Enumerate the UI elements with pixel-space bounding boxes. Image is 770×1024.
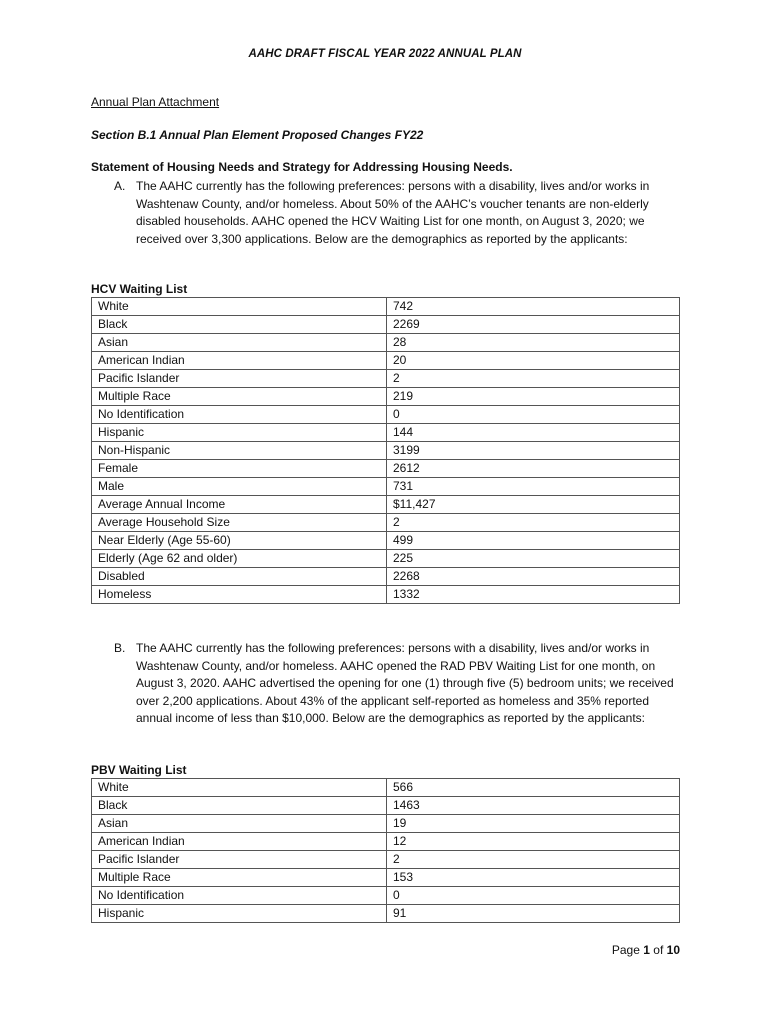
table-row: [92, 334, 680, 352]
row-label: Elderly (Age 62 and older): [92, 550, 387, 568]
row-label: No Identification: [92, 406, 387, 424]
hcv-waiting-list-table: [91, 297, 680, 604]
table-row: [92, 352, 680, 370]
row-value: 499: [387, 532, 680, 550]
table-row: [92, 496, 680, 514]
row-label: Average Annual Income: [92, 496, 387, 514]
table-row: [92, 532, 680, 550]
footer-page-number: 1: [643, 943, 650, 957]
pbv-table-caption: PBV Waiting List: [91, 763, 187, 777]
row-label: Homeless: [92, 586, 387, 604]
row-value: 0: [387, 406, 680, 424]
hcv-table-caption: HCV Waiting List: [91, 282, 188, 296]
table-row: [92, 851, 680, 869]
row-value: 2: [387, 370, 680, 388]
row-label: Pacific Islander: [92, 370, 387, 388]
row-label: White: [92, 779, 387, 797]
table-row: [92, 586, 680, 604]
table-row: [92, 316, 680, 334]
row-label: Female: [92, 460, 387, 478]
table-row: [92, 905, 680, 923]
row-value: 1463: [387, 797, 680, 815]
row-label: Multiple Race: [92, 869, 387, 887]
footer-of-word: of: [653, 943, 664, 957]
row-label: American Indian: [92, 352, 387, 370]
paragraph-b-text: The AAHC currently has the following preferences: persons with a disability, lives and/or works in Washtenaw County, and/or homeless. AAHC opened the RAD PBV Waiting List for one month, on August 3, 2020. AAHC advertised the opening for one (1) through five (5) bedroom units; we received over 2,200 applications. About 43% of the applicant self-reported as homeless and 35% reported annual income of less than $10,000. Below are the demographics as reported by the applicants:: [136, 641, 674, 725]
row-value: 219: [387, 388, 680, 406]
row-label: White: [92, 298, 387, 316]
row-label: Disabled: [92, 568, 387, 586]
attachment-label: Annual Plan Attachment: [91, 95, 220, 109]
row-label: Hispanic: [92, 424, 387, 442]
page-footer: [612, 943, 680, 957]
paragraph-b-letter: B.: [114, 641, 126, 655]
table-row: [92, 815, 680, 833]
row-value: 731: [387, 478, 680, 496]
table-row: [92, 779, 680, 797]
table-row: [92, 550, 680, 568]
row-value: 19: [387, 815, 680, 833]
row-value: 12: [387, 833, 680, 851]
footer-page-word: Page: [611, 943, 640, 957]
row-value: 2: [387, 514, 680, 532]
paragraph-b: [114, 640, 674, 728]
row-value: 225: [387, 550, 680, 568]
row-label: Average Household Size: [92, 514, 387, 532]
table-row: [92, 406, 680, 424]
section-title: Section B.1 Annual Plan Element Proposed Changes FY22: [91, 128, 424, 142]
table-row: [92, 460, 680, 478]
table-row: [92, 388, 680, 406]
row-value: 20: [387, 352, 680, 370]
table-row: [92, 424, 680, 442]
row-value: 2612: [387, 460, 680, 478]
table-row: [92, 442, 680, 460]
table-row: [92, 514, 680, 532]
row-value: 2269: [387, 316, 680, 334]
footer-page-total: 10: [666, 943, 680, 957]
row-label: Non-Hispanic: [92, 442, 387, 460]
table-row: [92, 869, 680, 887]
paragraph-a: [114, 178, 674, 248]
row-value: 2268: [387, 568, 680, 586]
pbv-waiting-list-table: [91, 778, 680, 923]
row-value: 91: [387, 905, 680, 923]
row-label: Black: [92, 797, 387, 815]
row-value: 144: [387, 424, 680, 442]
table-row: [92, 887, 680, 905]
row-value: 0: [387, 887, 680, 905]
row-label: Near Elderly (Age 55-60): [92, 532, 387, 550]
row-value: 1332: [387, 586, 680, 604]
row-value: $11,427: [387, 496, 680, 514]
paragraph-a-letter: A.: [114, 179, 126, 193]
table-row: [92, 370, 680, 388]
row-value: 742: [387, 298, 680, 316]
table-row: [92, 478, 680, 496]
page-header-title: AAHC DRAFT FISCAL YEAR 2022 ANNUAL PLAN: [248, 48, 522, 60]
statement-heading: Statement of Housing Needs and Strategy for Addressing Housing Needs.: [91, 160, 513, 174]
row-label: Hispanic: [92, 905, 387, 923]
row-label: Pacific Islander: [92, 851, 387, 869]
row-label: Asian: [92, 815, 387, 833]
row-label: Male: [92, 478, 387, 496]
table-row: [92, 298, 680, 316]
table-row: [92, 797, 680, 815]
row-value: 2: [387, 851, 680, 869]
row-label: Asian: [92, 334, 387, 352]
row-value: 153: [387, 869, 680, 887]
row-label: Black: [92, 316, 387, 334]
paragraph-a-text: The AAHC currently has the following preferences: persons with a disability, lives and/or works in Washtenaw County, and/or homeless. About 50% of the AAHC’s voucher tenants are non-elderly disabled households. AAHC opened the HCV Waiting List for one month, on August 3, 2020; we received over 3,300 applications. Below are the demographics as reported by the applicants:: [136, 179, 650, 246]
table-row: [92, 568, 680, 586]
row-value: 28: [387, 334, 680, 352]
row-value: 3199: [387, 442, 680, 460]
row-value: 566: [387, 779, 680, 797]
row-label: Multiple Race: [92, 388, 387, 406]
row-label: No Identification: [92, 887, 387, 905]
table-row: [92, 833, 680, 851]
row-label: American Indian: [92, 833, 387, 851]
